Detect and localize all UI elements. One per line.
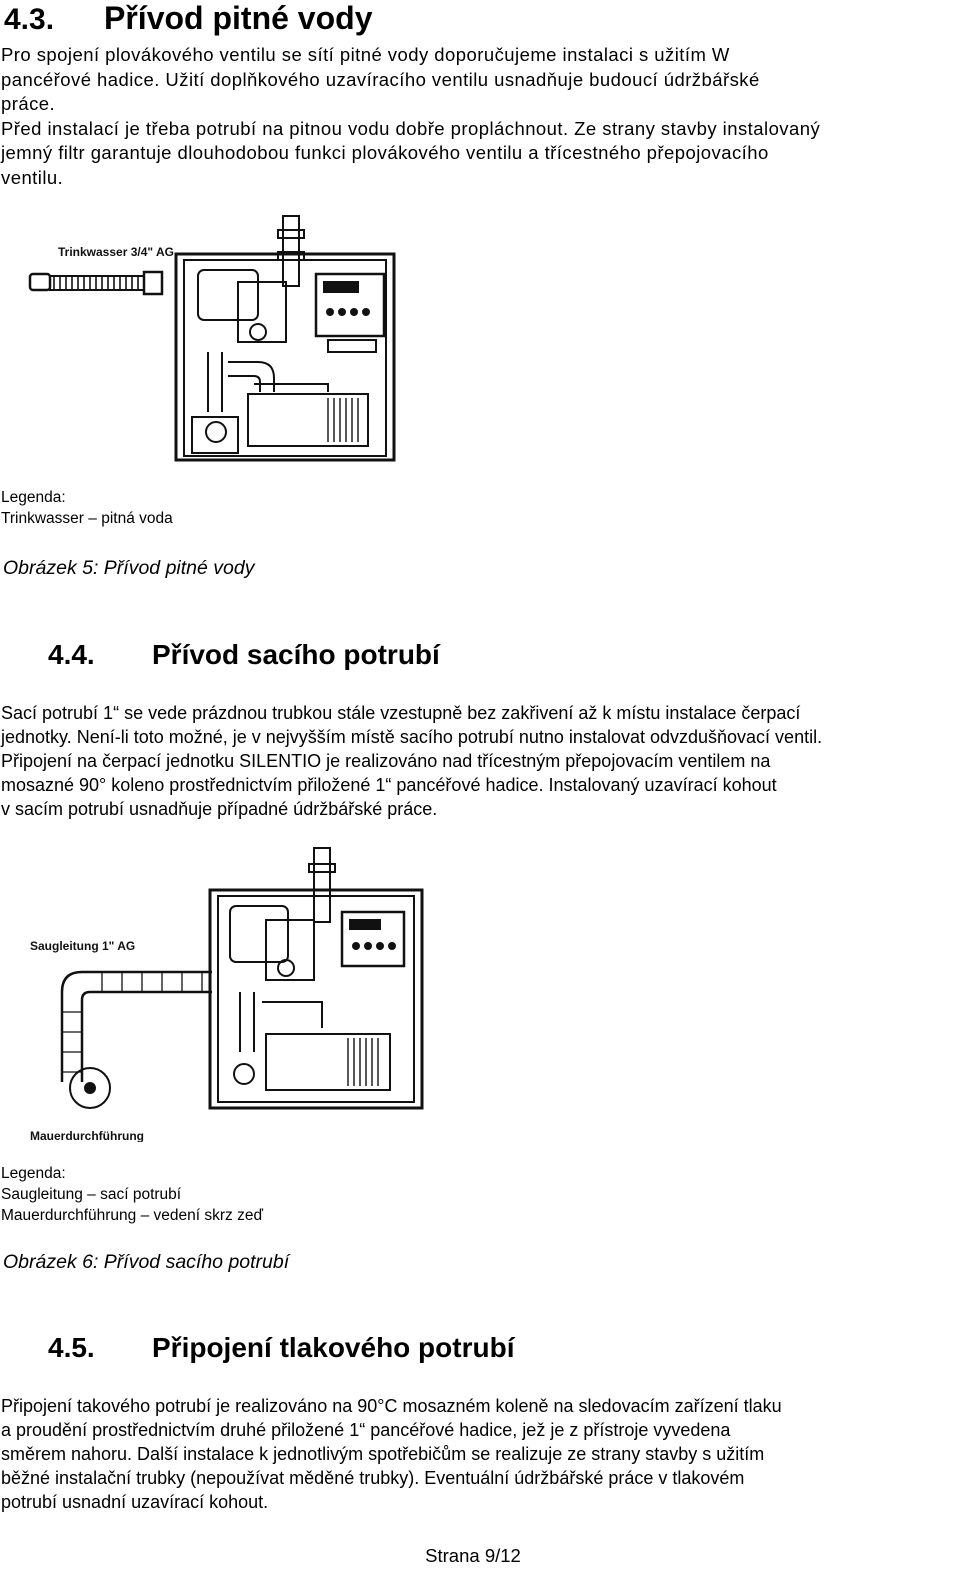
paragraph-line: práce.	[1, 93, 56, 114]
figure-label-bottom: Mauerdurchführung	[30, 1129, 144, 1142]
page-number: Strana 9/12	[425, 1545, 521, 1566]
section-heading-4-3	[4, 0, 372, 38]
pump-unit-drinking-water-diagram-icon	[28, 212, 408, 468]
paragraph-line: a proudění prostřednictvím druhé přiložené 1“ pancéřové hadice, jež je z přístroje vyvedena	[1, 1420, 731, 1440]
paragraph-line: pancéřové hadice. Užití doplňkového uzavíracího ventilu usnadňuje budoucí údržbářské	[1, 68, 760, 90]
figure-6-caption: Obrázek 6: Přívod sacího potrubí	[3, 1251, 290, 1273]
pump-unit-suction-pipe-diagram-icon	[22, 842, 432, 1142]
paragraph-line: jemný filtr garantuje dlouhodobou funkci plovákového ventilu a třícestného přepojovacího	[1, 142, 769, 163]
legend-item: Trinkwasser – pitná voda	[1, 510, 173, 527]
figure-6-diagram	[22, 842, 432, 1142]
paragraph-line: Před instalací je třeba potrubí na pitnou vodu dobře propláchnout. Ze strany stavby instalovaný	[1, 117, 821, 139]
section-number: 4.5.	[48, 1332, 95, 1363]
section-title: Přívod pitné vody	[104, 0, 373, 36]
paragraph-line: jednotky. Není-li toto možné, je v nejvyšším místě sacího potrubí nutno instalovat odvzdušňovací ventil.	[1, 727, 823, 747]
paragraph-line: ventilu.	[1, 166, 64, 188]
legend-item: Saugleitung – sací potrubí	[1, 1186, 182, 1203]
paragraph-line: Připojení takového potrubí je realizováno na 90°C mosazném koleně na sledovacím zařízení tlaku	[1, 1396, 782, 1416]
figure-6-legend	[1, 1163, 263, 1226]
section-number: 4.4.	[48, 639, 95, 670]
section-heading-4-4	[48, 637, 440, 673]
section-title: Připojení tlakového potrubí	[152, 1332, 515, 1363]
paragraph-line: Pro spojení plovákového ventilu se sítí pitné vody doporučujeme instalaci s užitím W	[1, 44, 730, 65]
section-paragraph	[1, 701, 947, 821]
legend-item: Mauerdurchführung – vedení skrz zeď	[1, 1207, 263, 1224]
paragraph-line: směrem nahoru. Další instalace k jednotlivým spotřebičům se realizuje ze strany stavby s užitím	[1, 1444, 765, 1464]
paragraph-line: mosazné 90° koleno prostřednictvím přiložené 1“ pancéřové hadice. Instalovaný uzavírací kohout	[1, 775, 777, 795]
paragraph-line: potrubí usnadní uzavírací kohout.	[1, 1492, 269, 1512]
section-title: Přívod sacího potrubí	[152, 639, 440, 670]
legend-title: Legenda:	[1, 1165, 66, 1182]
paragraph-line: v sacím potrubí usnadňuje případné údržbářské práce.	[1, 799, 438, 819]
paragraph-line: Připojení na čerpací jednotku SILENTIO je realizováno nad třícestným přepojovacím ventilem na	[1, 751, 771, 771]
section-paragraph	[1, 43, 947, 190]
figure-5-legend	[1, 487, 173, 529]
figure-label: Trinkwasser 3/4" AG	[58, 245, 174, 259]
figure-5-diagram	[28, 212, 408, 468]
section-heading-4-5	[48, 1330, 514, 1366]
section-paragraph	[1, 1394, 947, 1514]
figure-5-caption: Obrázek 5: Přívod pitné vody	[3, 557, 255, 579]
legend-title: Legenda:	[1, 489, 66, 506]
paragraph-line: běžné instalační trubky (nepoužívat měděné trubky). Eventuální údržbářské práce v tlakovém	[1, 1468, 745, 1488]
figure-label-top: Saugleitung 1" AG	[30, 939, 136, 953]
section-number: 4.3.	[4, 3, 55, 36]
paragraph-line: Sací potrubí 1“ se vede prázdnou trubkou stále vzestupně bez zakřivení až k místu instalace čerpací	[1, 703, 801, 723]
